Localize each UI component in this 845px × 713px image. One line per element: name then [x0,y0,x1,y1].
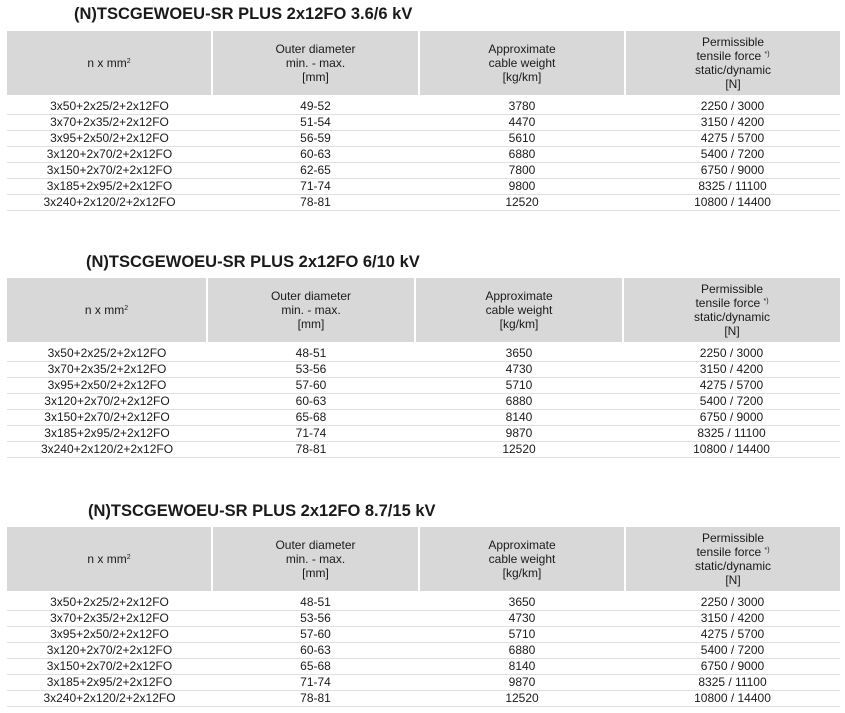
cell-tensile-force: 10800 / 14400 [625,691,840,707]
cell-cable-weight: 12520 [419,691,625,707]
cell-tensile-force: 10800 / 14400 [625,195,840,211]
cell-cable-weight: 5610 [419,131,625,147]
table-row [7,442,840,458]
cell-cable-weight: 12520 [415,442,623,458]
header-cross-section: n x $mm^2$ [7,31,212,95]
cell-tensile-force: 5400 / 7200 [625,643,840,659]
cell-tensile-force: 2250 / 3000 [625,99,840,115]
table-row [7,378,840,394]
cell-outer-diameter: 65-68 [207,410,415,426]
cell-cross-section: 3x185+2x95/2+2x12FO [7,179,212,195]
cell-cross-section: 3x240+2x120/2+2x12FO [7,691,212,707]
table-section-6-10kv [7,248,840,463]
cell-tensile-force: 4275 / 5700 [625,627,840,643]
cell-cross-section: 3x240+2x120/2+2x12FO [7,442,207,458]
table-row [7,410,840,426]
cell-cross-section: 3x150+2x70/2+2x12FO [7,659,212,675]
table-row [7,611,840,627]
cell-cable-weight: 12520 [419,195,625,211]
table-row [7,99,840,115]
cell-cable-weight: 4730 [415,362,623,378]
table-header-row [7,31,840,95]
header-tensile-force: Permissible tensile force *) static/dynamic [N] [623,278,840,342]
cell-outer-diameter: 60-63 [207,394,415,410]
table-row [7,346,840,362]
cell-tensile-force: 4275 / 5700 [623,378,840,394]
cell-outer-diameter: 78-81 [207,442,415,458]
cell-tensile-force: 5400 / 7200 [623,394,840,410]
cell-cable-weight: 6880 [415,394,623,410]
cell-outer-diameter: 71-74 [212,675,419,691]
table-row [7,659,840,675]
cell-outer-diameter: 78-81 [212,691,419,707]
table-section-8-7-15kv [7,497,840,712]
cell-cable-weight: 5710 [419,627,625,643]
cell-cable-weight: 3650 [419,595,625,611]
cable-spec-table [7,278,840,458]
header-cable-weight: Approximate cable weight [kg/km] [419,31,625,95]
cell-outer-diameter: 53-56 [212,611,419,627]
table-section-3-6kv [7,0,840,215]
cell-cable-weight: 3780 [419,99,625,115]
cell-tensile-force: 6750 / 9000 [625,163,840,179]
cell-outer-diameter: 51-54 [212,115,419,131]
cell-cable-weight: 4470 [419,115,625,131]
cell-cross-section: 3x50+2x25/2+2x12FO [7,595,212,611]
cell-cable-weight: 4730 [419,611,625,627]
cell-cross-section: 3x50+2x25/2+2x12FO [7,346,207,362]
cell-cross-section: 3x70+2x35/2+2x12FO [7,611,212,627]
cell-cable-weight: 9800 [419,179,625,195]
header-outer-diameter: Outer diameter min. - max. [mm] [212,31,419,95]
cell-cable-weight: 5710 [415,378,623,394]
cell-cable-weight: 3650 [415,346,623,362]
header-cable-weight: Approximate cable weight [kg/km] [415,278,623,342]
cell-cross-section: 3x70+2x35/2+2x12FO [7,115,212,131]
cell-outer-diameter: 71-74 [212,179,419,195]
table-row [7,675,840,691]
table-row [7,179,840,195]
cell-cable-weight: 9870 [419,675,625,691]
cell-cross-section: 3x150+2x70/2+2x12FO [7,410,207,426]
cell-outer-diameter: 60-63 [212,643,419,659]
cell-tensile-force: 8325 / 11100 [625,675,840,691]
cell-outer-diameter: 60-63 [212,147,419,163]
table-row [7,362,840,378]
table-row [7,426,840,442]
table-row [7,195,840,211]
cell-cross-section: 3x240+2x120/2+2x12FO [7,195,212,211]
cell-tensile-force: 5400 / 7200 [625,147,840,163]
cell-outer-diameter: 65-68 [212,659,419,675]
cell-outer-diameter: 71-74 [207,426,415,442]
cell-cross-section: 3x150+2x70/2+2x12FO [7,163,212,179]
cell-cross-section: 3x120+2x70/2+2x12FO [7,394,207,410]
cell-outer-diameter: 57-60 [207,378,415,394]
table-row [7,163,840,179]
cell-tensile-force: 10800 / 14400 [623,442,840,458]
cell-outer-diameter: 53-56 [207,362,415,378]
table-row [7,643,840,659]
header-cross-section: n x $mm^2$ [7,527,212,591]
cell-cross-section: 3x95+2x50/2+2x12FO [7,131,212,147]
cell-outer-diameter: 48-51 [207,346,415,362]
cell-cable-weight: 9870 [415,426,623,442]
cell-tensile-force: 8325 / 11100 [623,426,840,442]
table-row [7,115,840,131]
table-row [7,394,840,410]
cell-outer-diameter: 57-60 [212,627,419,643]
cell-tensile-force: 3150 / 4200 [623,362,840,378]
cable-spec-table [7,31,840,211]
table-title: (N)TSCGEWOEU-SR PLUS 2x12FO 3.6/6 kV [74,5,413,23]
cell-cross-section: 3x95+2x50/2+2x12FO [7,627,212,643]
header-tensile-force: Permissible tensile force *) static/dynamic [N] [625,31,840,95]
table-row [7,595,840,611]
cell-cable-weight: 6880 [419,643,625,659]
cell-cross-section: 3x50+2x25/2+2x12FO [7,99,212,115]
table-header-row [7,278,840,342]
cell-tensile-force: 3150 / 4200 [625,115,840,131]
cell-outer-diameter: 56-59 [212,131,419,147]
header-cross-section: n x $mm^2$ [7,278,207,342]
cell-outer-diameter: 49-52 [212,99,419,115]
cell-cross-section: 3x185+2x95/2+2x12FO [7,426,207,442]
cell-cable-weight: 8140 [415,410,623,426]
cell-outer-diameter: 62-65 [212,163,419,179]
table-title: (N)TSCGEWOEU-SR PLUS 2x12FO 8.7/15 kV [88,502,436,520]
header-outer-diameter: Outer diameter min. - max. [mm] [207,278,415,342]
cable-spec-table [7,527,840,707]
cell-tensile-force: 2250 / 3000 [623,346,840,362]
cell-cross-section: 3x120+2x70/2+2x12FO [7,147,212,163]
cell-outer-diameter: 78-81 [212,195,419,211]
cell-cross-section: 3x185+2x95/2+2x12FO [7,675,212,691]
cell-cable-weight: 8140 [419,659,625,675]
table-row [7,131,840,147]
header-outer-diameter: Outer diameter min. - max. [mm] [212,527,419,591]
table-title: (N)TSCGEWOEU-SR PLUS 2x12FO 6/10 kV [86,253,420,271]
cell-cable-weight: 7800 [419,163,625,179]
cell-outer-diameter: 48-51 [212,595,419,611]
cell-cross-section: 3x120+2x70/2+2x12FO [7,643,212,659]
table-header-row [7,527,840,591]
cell-cross-section: 3x95+2x50/2+2x12FO [7,378,207,394]
cell-tensile-force: 2250 / 3000 [625,595,840,611]
header-cable-weight: Approximate cable weight [kg/km] [419,527,625,591]
cell-tensile-force: 6750 / 9000 [623,410,840,426]
table-row [7,627,840,643]
header-tensile-force: Permissible tensile force *) static/dynamic [N] [625,527,840,591]
cell-cable-weight: 6880 [419,147,625,163]
table-row [7,691,840,707]
cell-tensile-force: 6750 / 9000 [625,659,840,675]
cell-cross-section: 3x70+2x35/2+2x12FO [7,362,207,378]
cell-tensile-force: 8325 / 11100 [625,179,840,195]
table-row [7,147,840,163]
cell-tensile-force: 4275 / 5700 [625,131,840,147]
cell-tensile-force: 3150 / 4200 [625,611,840,627]
